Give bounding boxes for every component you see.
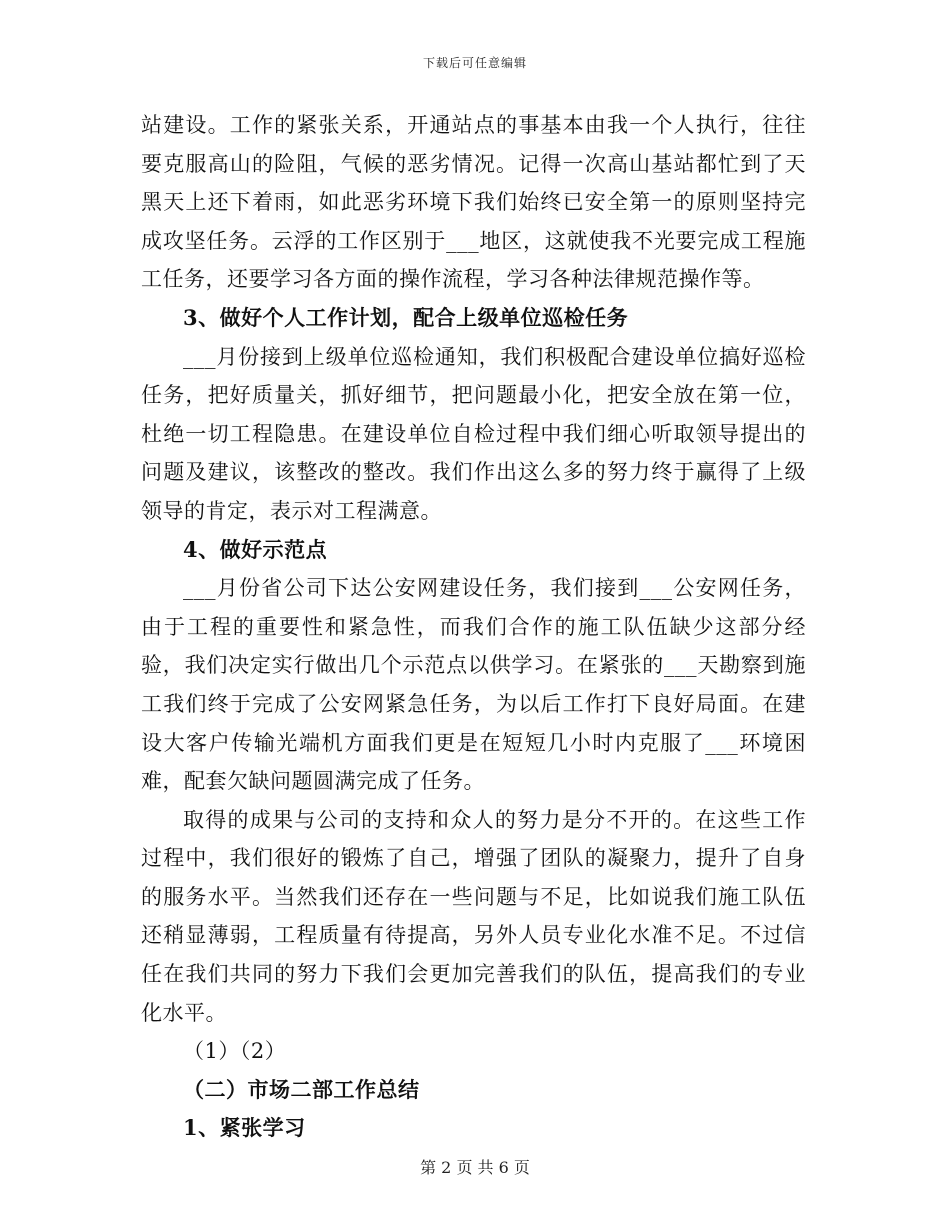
heading-demo-site: 4、做好示范点 — [183, 536, 328, 562]
page-footer: 第 2 页 共 6 页 — [420, 1158, 530, 1177]
heading-study: 1、紧张学习 — [183, 1115, 306, 1141]
heading-market-summary: （二）市场二部工作总结 — [183, 1076, 420, 1102]
heading-inspection-plan: 3、做好个人工作计划，配合上级单位巡检任务 — [183, 304, 629, 330]
paragraph-police-network: ___月份省公司下达公安网建设任务，我们接到___公安网任务，由于工程的重要性和紧急性，而我们合作的施工队伍缺少这部分经验，我们决定实行做出几个示范点以供学习。在紧张的___天勘察到施工我们终于完成了公安网紧急任务，为以后工作打下良好局面。在建设大客户传输光端机方面我们更是在短短几小时内克服了___环境困难，配套欠缺问题圆满完成了任务。 — [141, 576, 806, 794]
page-header: 下载后可任意编辑 — [422, 56, 527, 70]
document-body — [141, 106, 806, 1148]
paragraph-list-markers: （1）（2） — [183, 1039, 287, 1064]
paragraph-results: 取得的成果与公司的支持和众人的努力是分不开的。在这些工作过程中，我们很好的锻炼了自己，增强了团队的凝聚力，提升了自身的服务水平。当然我们还存在一些问题与不足，比如说我们施工队伍还稍显薄弱，工程质量有待提高，另外人员专业化水准不足。不过信任在我们共同的努力下我们会更加完善我们的队伍，提高我们的专业化水平。 — [141, 807, 806, 1025]
paragraph-station-construction: 站建设。工作的紧张关系，开通站点的事基本由我一个人执行，往往要克服高山的险阻，气候的恶劣情况。记得一次高山基站都忙到了天黑天上还下着雨，如此恶劣环境下我们始终已安全第一的原则坚持完成攻坚任务。云浮的工作区别于___地区，这就使我不光要完成工程施工任务，还要学习各方面的操作流程，学习各种法律规范操作等。 — [141, 113, 806, 292]
paragraph-inspection: ___月份接到上级单位巡检通知，我们积极配合建设单位搞好巡检任务，把好质量关，抓好细节，把问题最小化，把安全放在第一位，杜绝一切工程隐患。在建设单位自检过程中我们细心听取领导提出的问题及建议，该整改的整改。我们作出这么多的努力终于赢得了上级领导的肯定，表示对工程满意。 — [141, 344, 806, 523]
